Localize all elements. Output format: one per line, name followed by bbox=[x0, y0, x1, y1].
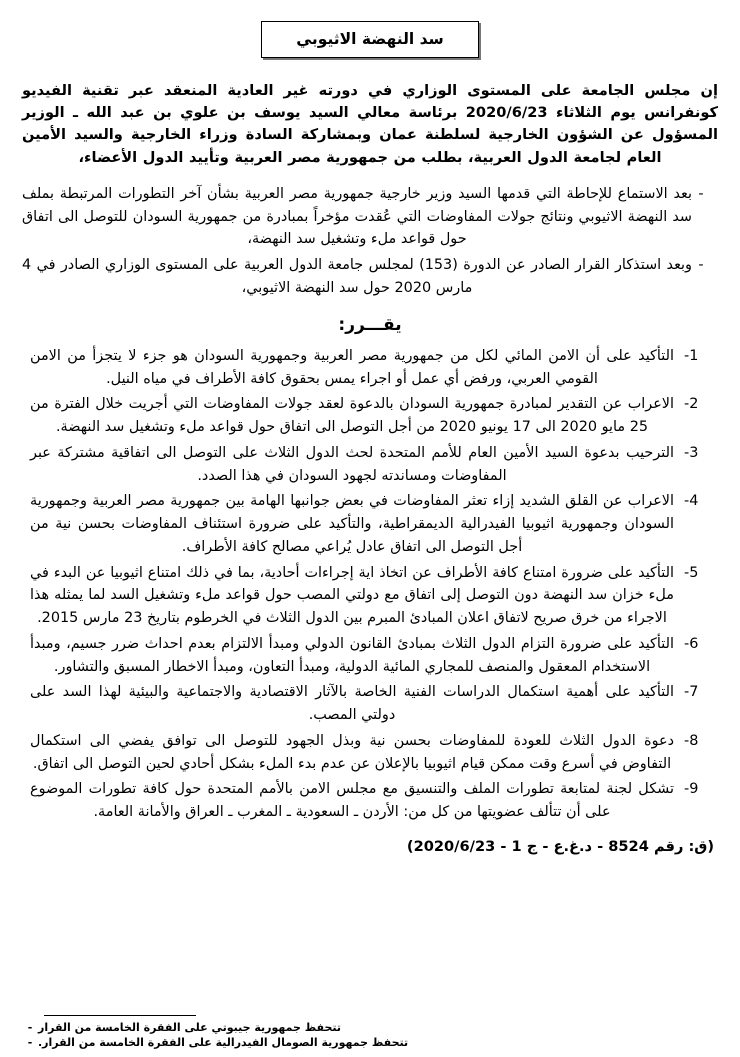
footnote-text: تتحفظ جمهورية جيبوتي على الفقرة الخامسة من القرار bbox=[38, 1020, 342, 1034]
table-row bbox=[22, 490, 718, 558]
table-row bbox=[22, 633, 718, 679]
recital-text: بعد الاستماع للإحاطة التي قدمها السيد وزير خارجية جمهورية مصر العربية بشأن آخر التطورات المرتبطة بملف سد النهضة الاثيوبي ونتائج جولات المفاوضات التي عُقدت مؤخراً بمبادرة من جمهورية السودان للتوصل الى اتفاق حول قواعد ملء وتشغيل سد النهضة، bbox=[22, 186, 692, 247]
list-item bbox=[22, 1020, 718, 1036]
dash-bullet-icon: - bbox=[27, 1020, 33, 1034]
document-body bbox=[0, 80, 740, 855]
resolution-number: -5 bbox=[684, 564, 699, 581]
resolution-text: الاعراب عن القلق الشديد إزاء تعثر المفاوضات في بعض جوانبها الهامة بين جمهورية مصر العربية وجمهورية السودان وجمهورية اثيوبيا الفيدرالية الديمقراطية، والتأكيد على ضرورة استئناف المفاوضات بحسن نية من أجل التوصل الى اتفاق عادل يُراعي مصالح كافة الأطراف. bbox=[30, 493, 674, 555]
list-item bbox=[22, 254, 718, 299]
resolution-text: تشكل لجنة لمتابعة تطورات الملف والتنسيق مع مجلس الامن بالأمم المتحدة حول كافة تطورات الموضوع على أن تتألف عضويتها من كل من: الأردن ـ السعودية ـ المغرب ـ العراق والأمانة العامة. bbox=[30, 781, 674, 821]
recital-list bbox=[22, 183, 718, 299]
resolution-number: -7 bbox=[684, 684, 699, 701]
dash-bullet-icon: - bbox=[27, 1036, 33, 1050]
footnote-text: تتحفظ جمهورية الصومال الفيدرالية على الفقرة الخامسة من القرار. bbox=[38, 1036, 409, 1050]
dash-bullet-icon: - bbox=[698, 186, 704, 203]
page-title-container bbox=[0, 0, 740, 58]
resolution-text: الاعراب عن التقدير لمبادرة جمهورية السودان بالدعوة لعقد جولات المفاوضات التي أجريت خلال الفترة من 25 مايو 2020 الى 17 يونيو 2020 من أجل التوصل الى اتفاق حول قواعد ملء وتشغيل سد النهضة. bbox=[30, 396, 674, 436]
table-row bbox=[22, 778, 718, 824]
resolution-text: التأكيد على ضرورة التزام الدول الثلاث بمبادئ القانون الدولي ومبدأ الالتزام بعدم احداث ضرر جسيم، ومبدأ الاستخدام المعقول والمنصف للمجاري المائية الدولية، ومبدأ التعاون، ومبدأ الاخطار المسبق والتشاور. bbox=[30, 635, 674, 675]
table-row bbox=[22, 681, 718, 727]
resolution-reference: (ق: رقم 8524 - د.غ.ع - ج 1 - 2020/6/23) bbox=[406, 837, 714, 855]
dash-bullet-icon: - bbox=[698, 257, 704, 274]
list-item bbox=[22, 183, 718, 250]
resolution-number: -2 bbox=[684, 396, 699, 413]
resolution-number: -4 bbox=[684, 493, 699, 510]
resolution-number: -6 bbox=[684, 635, 699, 652]
resolution-text: التأكيد على أهمية استكمال الدراسات الفنية الخاصة بالآثار الاقتصادية والاجتماعية والبيئية لهذا السد على دولتي المصب. bbox=[30, 684, 674, 724]
resolution-text: التأكيد على ضرورة امتناع كافة الأطراف عن اتخاذ اية إجراءات أحادية، بما في ذلك امتناع اثيوبيا عن البدء في ملء خزان سد النهضة دون التوصل إلى اتفاق مع دولتي المصب حول قواعد ملء وتشغيل السد لما يمثله هذا الاجراء من خرق صريح لاتفاق اعلان المبادئ المبرم بين الدول الثلاث في الخرطوم بتاريخ 23 مارس 2015. bbox=[30, 564, 674, 627]
list-item bbox=[22, 1035, 718, 1051]
page-title: سد النهضة الاثيوبي bbox=[296, 30, 444, 48]
table-row bbox=[22, 730, 718, 776]
table-row bbox=[22, 442, 718, 488]
table-row bbox=[22, 562, 718, 630]
resolution-list bbox=[22, 345, 718, 824]
resolution-text: دعوة الدول الثلاث للعودة للمفاوضات بحسن نية وبذل الجهود للتوصل الى توافق يفضي الى استكمال التفاوض في أسرع وقت ممكن قيام اثيوبيا بالإعلان عن عدم بدء الملء بشكل أحادي لحين التوصل الى اتفاق. bbox=[30, 732, 674, 772]
resolution-number: -1 bbox=[684, 347, 699, 364]
table-row bbox=[22, 393, 718, 439]
resolution-text: التأكيد على أن الامن المائي لكل من جمهورية مصر العربية وجمهورية السودان هو جزء لا يتجزأ من الامن القومي العربي، ورفض أي عمل أو اجراء يمس بحقوق كافة الأطراف في مياه النيل. bbox=[30, 347, 674, 387]
footnote-list bbox=[22, 1020, 718, 1051]
resolution-number: -8 bbox=[684, 732, 699, 749]
recital-text: وبعد استذكار القرار الصادر عن الدورة (153) لمجلس جامعة الدول العربية على المستوى الوزاري الصادر في 4 مارس 2020 حول سد النهضة الاثيوبي، bbox=[22, 257, 692, 296]
table-row bbox=[22, 345, 718, 391]
resolution-number: -3 bbox=[684, 444, 699, 461]
footnote-divider bbox=[44, 1015, 196, 1016]
resolution-text: الترحيب بدعوة السيد الأمين العام للأمم المتحدة لحث الدول الثلاث على التوصل الى اتفاقية مشتركة عبر المفاوضات ومساندته لجهود السودان في هذا الصدد. bbox=[30, 444, 674, 484]
preamble-paragraph: إن مجلس الجامعة على المستوى الوزاري في دورته غير العادية المنعقد عبر تقنية الفيديو كونفرانس يوم الثلاثاء 2020/6/23 برئاسة معالي السيد يوسف بن علوي بن عبد الله ـ الوزير المسؤول عن الشؤون الخارجية لسلطنة عمان وبمشاركة السادة وزراء الخارجية والسيد الأمين العام لجامعة الدول العربية، بطلب من جمهورية مصر العربية وتأييد الدول الأعضاء، bbox=[22, 82, 718, 166]
resolution-number: -9 bbox=[684, 781, 699, 798]
footnote-section bbox=[0, 1015, 740, 1051]
page-title-box bbox=[261, 21, 479, 58]
decides-heading: يقـــرر: bbox=[338, 314, 402, 335]
